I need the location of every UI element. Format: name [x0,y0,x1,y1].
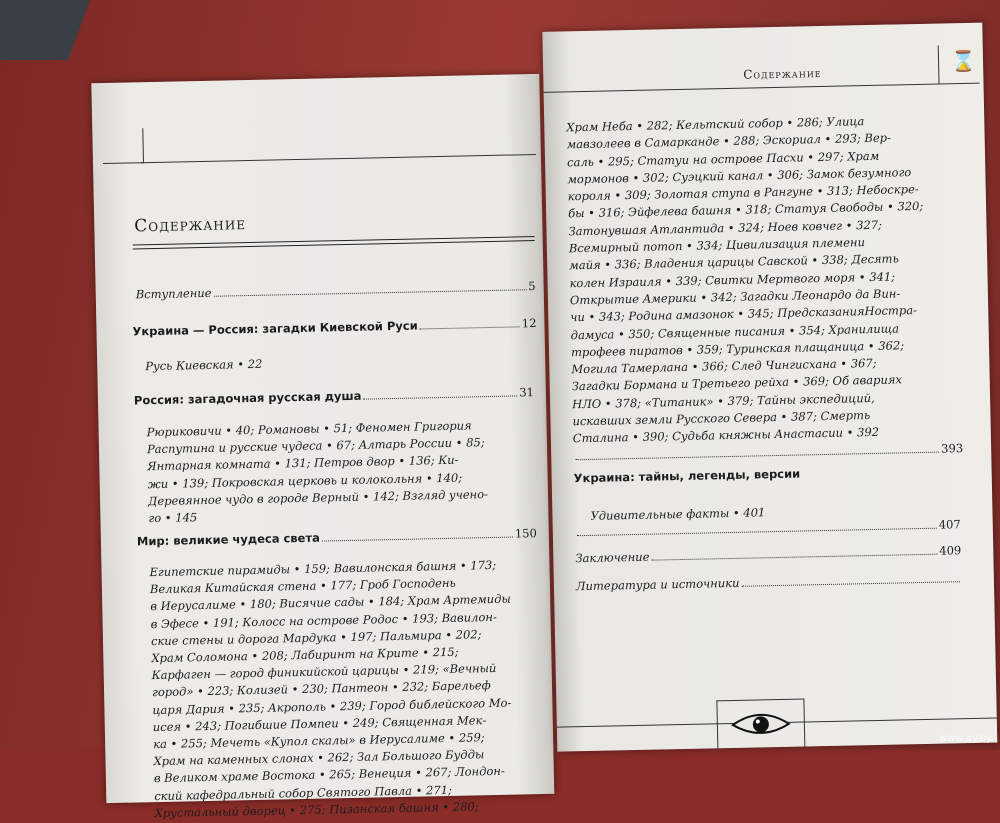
toc-entry-label: Мир: великие чудеса света [136,530,320,549]
toc-sub-line: Затонувшая Атлантида • 324; Ноев ковчег • 327; [568,217,883,239]
toc-sub-line: чи • 343; Родина амазонок • 345; ПредсказанияНостра- [570,303,918,325]
toc-leader-dots [322,537,513,542]
toc-leader-dots [652,554,938,561]
toc-sub-line: Открытие Америки • 342; Загадки Леонардо да Вин- [569,286,901,308]
hourglass-icon: ⌛ [950,48,977,74]
toc-sub-line: мавзолеев в Самарканде • 288; Эскориал • 293; Вер- [566,130,892,152]
title-divider [133,240,535,249]
toc-sub-line: саль • 295; Статуи на острове Пасхи • 297; Храм [566,148,880,169]
toc-entry-russia[interactable] [134,385,534,407]
toc-sub-line: короля • 309; Золотая ступа в Рангуне • 313; Небоскре- [567,182,919,204]
eye-icon [731,711,792,738]
toc-entry-ukraine[interactable] [574,463,964,485]
toc-leader-dots [742,581,960,587]
toc-sub-line: майя • 336; Владения царицы Савской • 338; Десять [569,251,899,273]
toc-entry-world[interactable] [137,526,537,548]
open-book [91,29,986,820]
toc-entry-page: 409 [939,543,962,558]
toc-entry-label: Россия: загадочная русская душа [133,388,362,408]
toc-entry-label: Удивительные факты • 401 [590,505,766,523]
toc-sub-line: искавших земли Русского Севера • 387; Смерть [572,408,871,429]
toc-sub-line: исея • 243; Погибшие Помпеи • 249; Священная Мек- [152,712,487,734]
toc-sub-kiev [145,356,262,376]
toc-entry-label: Украина — Россия: загадки Киевской Руси [132,318,418,339]
running-head: Содержание [743,65,822,82]
toc-sub-line: Хрустальный дворец • 275; Пизанская башня • 280; [154,799,479,820]
toc-sub-world-continued [566,112,928,448]
toc-sub-line: ка • 255; Мечеть «Купол скалы» в Иерусалиме • 259; [153,730,485,752]
toc-leader-dots [575,452,939,461]
header-corner-ornament [102,128,144,164]
toc-entry-conclusion[interactable] [575,543,961,565]
toc-entry-page: 150 [514,526,537,541]
toc-entry-label: Заключение [575,549,650,566]
toc-sub-world [149,557,515,823]
toc-sub-line: Распутина и русские чудеса • 67; Алтарь России • 85; [146,435,485,457]
toc-sub-line: Храм Соломона • 208; Лабиринт на Крите • 215; [151,644,459,666]
toc-sub-line: Храм Неба • 282; Кельтский собор • 286; Улица [566,114,865,135]
toc-entry-kiev[interactable] [132,316,536,338]
toc-sub-line: в Эфесе • 191; Колосс на острове Родос • 193; Вавилон- [150,609,497,631]
toc-sub-line: ский кафедральный собор Святого Павла • 271; [154,782,453,803]
toc-sub-line: Всемирный потоп • 334; Цивилизация племени [568,235,866,256]
toc-leader-dots [420,326,520,329]
toc-sub-russia [146,417,488,527]
toc-entry-page: 5 [528,279,536,294]
toc-sub-line: колен Израиля • 339; Свитки Мертвого моря • 341; [569,269,896,290]
toc-entry-label: Украина: тайны, легенды, версии [573,466,801,486]
toc-sub-line: го • 145 [148,510,198,526]
toc-entry-label: Вступление [135,285,212,302]
right-page [542,23,997,752]
toc-sub-line: мормонов • 302; Суэцкий канал • 306; Замок безумного [567,165,912,187]
toc-sub-line: Карфаген — город финикийской царицы • 219; «Вечный [151,661,497,683]
toc-sub-line: город» • 223; Колизей • 230; Пантеон • 232; Барельеф [151,678,491,700]
toc-entry-literature[interactable] [576,571,962,593]
eye-ornament [716,698,805,749]
toc-sub-line: царя Дария • 235; Акрополь • 239; Город библейского Мо- [152,695,512,717]
toc-entry-intro[interactable] [136,279,536,301]
header-rule [141,154,536,163]
toc-entry-page: 12 [521,316,537,331]
toc-sub-line: Русь Киевская • 22 [145,356,263,374]
toc-entry-page: 407 [938,517,961,532]
toc-entry-page: 31 [519,385,535,400]
toc-sub-line: НЛО • 378; «Титаник» • 379; Тайны экспедиций, [571,390,875,412]
toc-sub-line: бы • 316; Эйфелева башня • 318; Статуя Свободы • 320; [568,199,924,221]
watermark: www.ay.by [939,733,992,744]
header-rule [544,84,939,93]
toc-sub-line: Могила Тамерлана • 366; След Чингисхана • 367; [571,356,877,377]
toc-sub-line: в Великом храме Востока • 265; Венеция • 267; Лондон- [153,764,505,786]
toc-sub-line: Сталина • 390; Судьба княжны Анастасии • 392 [572,425,880,446]
page-title: Содержание [134,214,247,237]
toc-entry-page: 393 [941,441,964,456]
toc-sub-line: Деревянное чудо в городе Верный • 142; Взгляд учено- [147,486,489,508]
toc-sub-line: дамуса • 350; Священные писания • 354; Хранилища [570,320,900,342]
left-page [91,74,554,820]
toc-sub-line: Рюриковичи • 40; Романовы • 51; Феномен Григория [146,418,472,440]
toc-leader-dots [577,528,937,537]
toc-sub-line: в Иерусалиме • 180; Висячие сады • 184; Храм Артемиды [150,592,511,614]
toc-sub-line: Янтарная комната • 131; Петров двор • 136; Ки- [147,453,459,474]
toc-sub-line: жи • 139; Покровская церковь и колокольня • 140; [147,470,463,491]
toc-sub-line: Храм на каменных слонах • 262; Зал Большого Будды [153,747,485,769]
toc-sub-line: трофеев пиратов • 359; Туринская плащаница • 362; [570,338,905,360]
toc-entry-label: Литература и источники [575,575,740,594]
toc-sub-line: Египетские пирамиды • 159; Вавилонская башня • 173; [149,557,497,580]
toc-leader-dots [363,395,517,399]
toc-sub-line: Великая Китайская стена • 177; Гроб Господень [149,575,456,597]
toc-sub-line: ские стены и дорога Мардука • 197; Пальмира • 202; [150,627,482,648]
toc-leader-dots [214,289,527,297]
toc-sub-line: Загадки Бормана и Третьего рейха • 369; Об авариях [571,372,903,394]
